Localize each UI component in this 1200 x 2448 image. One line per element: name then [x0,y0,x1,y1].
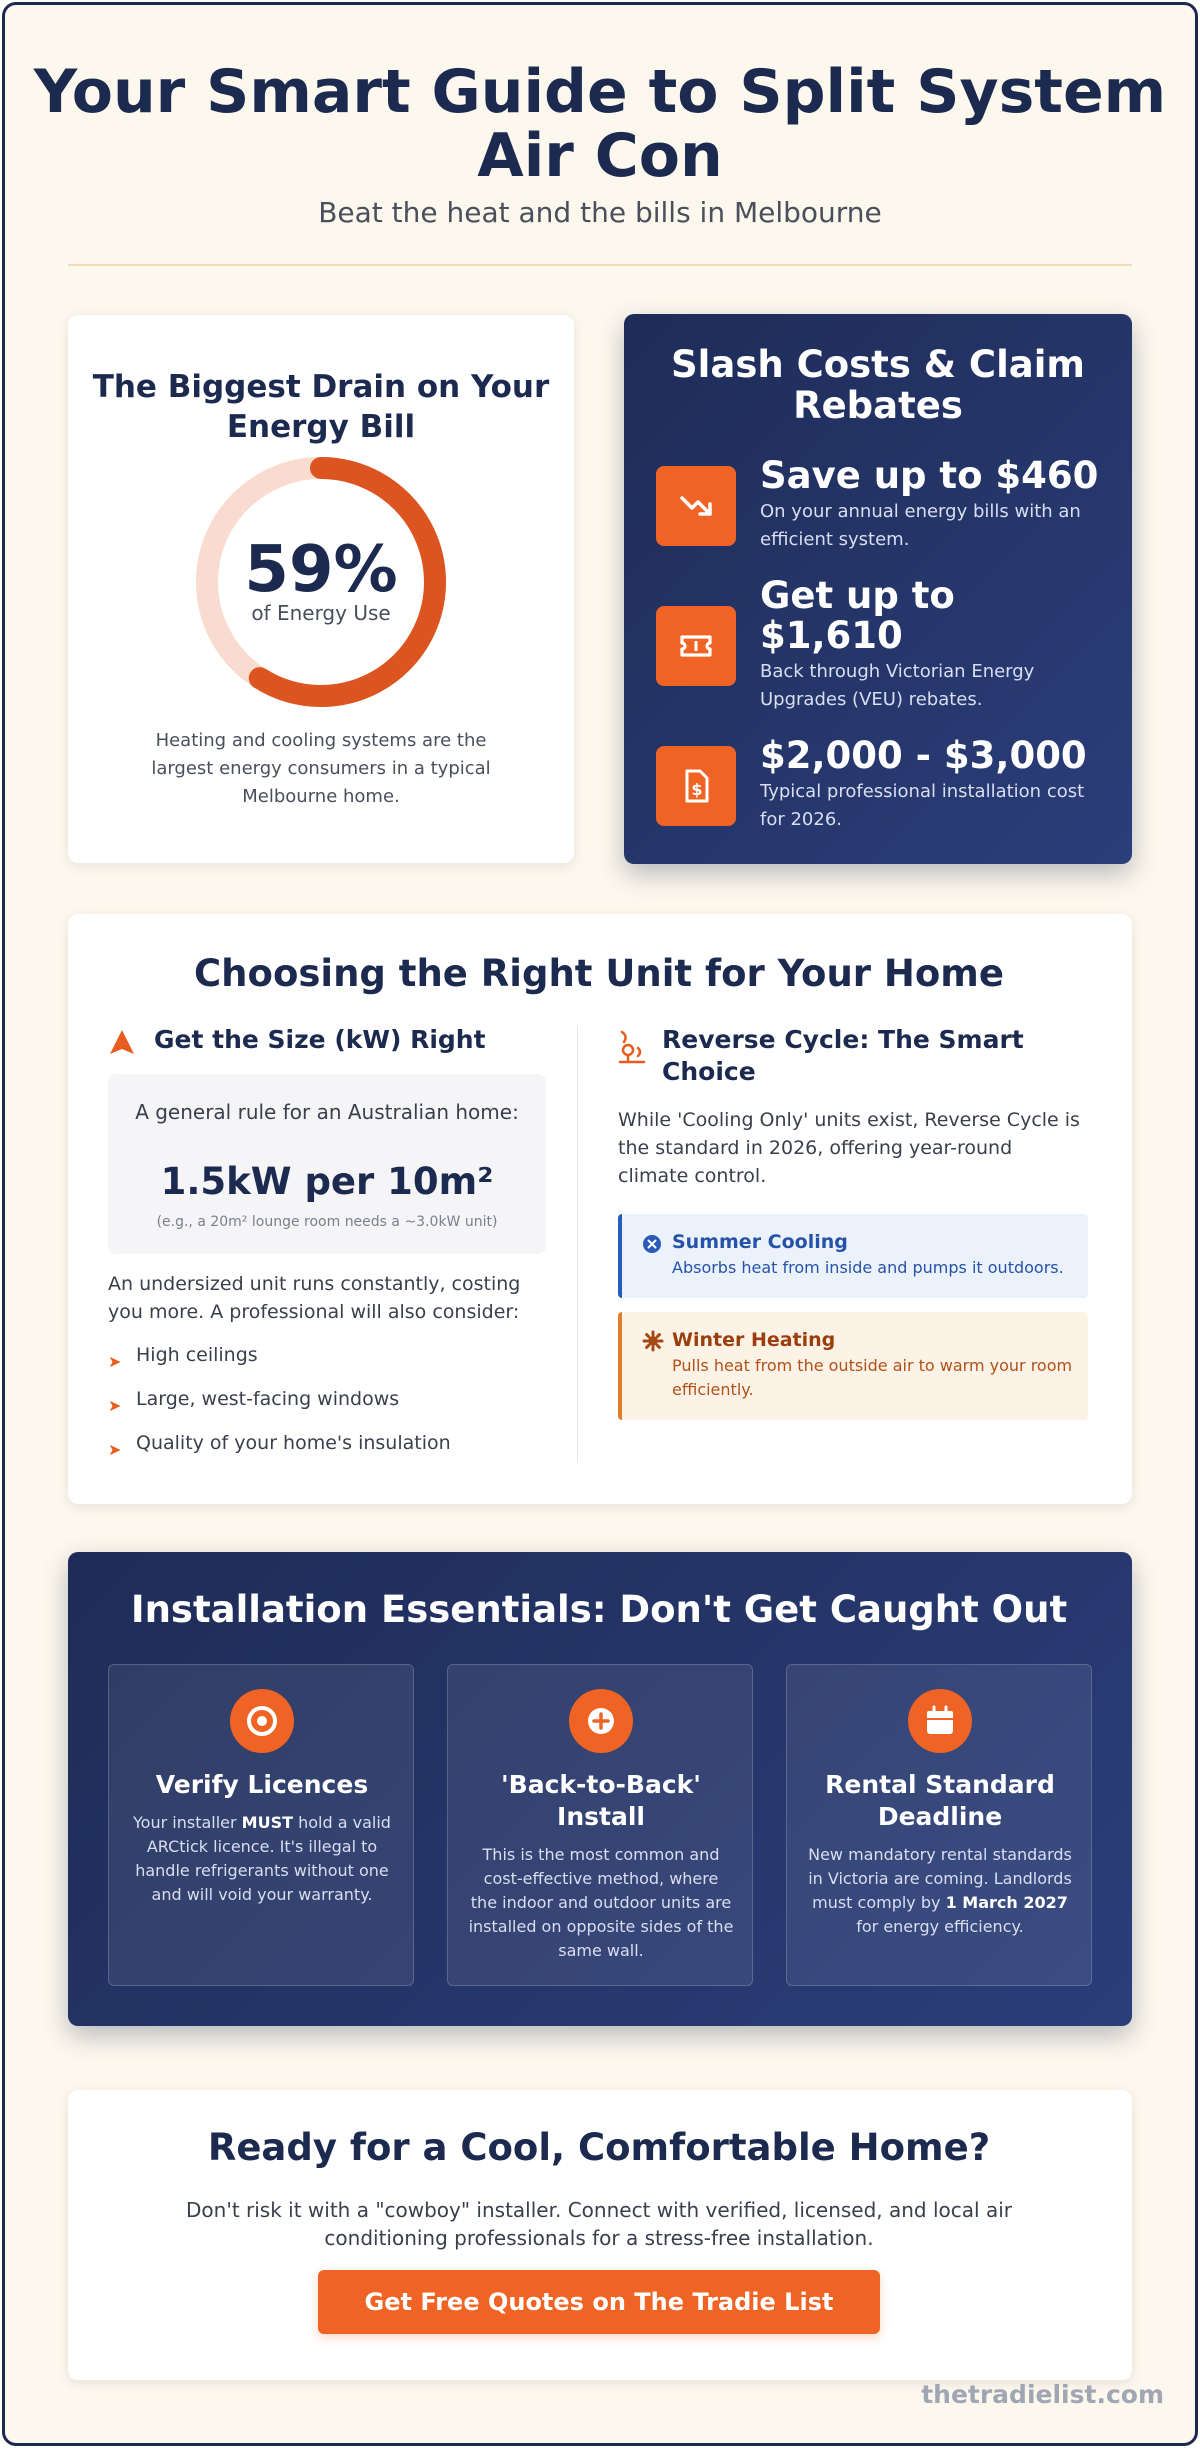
list-arrow-icon: ➤ [108,1396,122,1415]
summer-cooling-text: Absorbs heat from inside and pumps it outdoors. [672,1258,1064,1277]
reverse-cycle-heading: Reverse Cycle: The Smart Choice [662,1025,1024,1086]
plus-circle-icon [569,1689,633,1753]
size-body: An undersized unit runs constantly, costing you more. A professional will also consider: [108,1273,521,1323]
footer-brand[interactable]: thetradielist.com [921,2380,1164,2409]
install-item-rental-deadline [786,1664,1092,1986]
get-free-quotes-button[interactable]: Get Free Quotes on The Tradie List [318,2270,880,2334]
summer-cooling-callout [618,1214,1088,1298]
size-heading: Get the Size (kW) Right [154,1025,486,1054]
install-item-licences [108,1664,414,1986]
list-item: Large, west-facing windows [136,1388,400,1410]
energy-percent-label: of Energy Use [251,601,391,625]
reverse-cycle-body: While 'Cooling Only' units exist, Reverse Cycle is the standard in 2026, offering year-round climate control. [618,1109,1080,1187]
list-arrow-icon: ➤ [108,1440,122,1459]
rebate-text-2: Back through Victorian Energy Upgrades (VEU) rebates. [760,661,1035,710]
install-heading-rental-deadline: Rental Standard Deadline [825,1770,1055,1831]
list-arrow-icon: ➤ [108,1352,122,1371]
winter-heating-callout [618,1312,1088,1420]
size-rule-box [108,1074,546,1254]
install-heading-licences: Verify Licences [155,1770,369,1799]
size-rule-intro: A general rule for an Australian home: [135,1100,519,1124]
column-divider [577,1026,578,1462]
install-item-back-to-back [447,1664,753,1986]
install-heading-back-to-back: 'Back-to-Back' Install [501,1770,701,1831]
cta-text: Don't risk it with a "cowboy" installer. Connect with verified, licensed, and local air conditioning professionals for a stress-free installation. [186,2198,1012,2250]
install-text-rental-deadline: New mandatory rental standards in Victoria are coming. Landlords must comply by 1 March 2027 for energy efficiency. [808,1845,1072,1936]
installation-card [68,1552,1132,2026]
ticket-icon [656,606,736,686]
svg-text:$: $ [691,780,703,799]
winter-heating-text: Pulls heat from the outside air to warm your room efficiently. [672,1356,1073,1399]
choosing-unit-card [68,914,1132,1504]
cta-title: Ready for a Cool, Comfortable Home? [207,2126,991,2169]
energy-drain-description: Heating and cooling systems are the largest energy consumers in a typical Melbourne home. [151,730,491,807]
size-rule-example: (e.g., a 20m² lounge room needs a ~3.0kW unit) [156,1214,498,1230]
file-dollar-icon [656,746,736,826]
target-icon [230,1689,294,1753]
list-item: Quality of your home's insulation [136,1432,451,1454]
choosing-title: Choosing the Right Unit for Your Home [194,952,1004,995]
rebates-title: Slash Costs & Claim Rebates [671,343,1085,427]
cta-card [68,2090,1132,2380]
install-text-back-to-back: This is the most common and cost-effective method, where the indoor and outdoor units are installed on opposite sides of the same wall. [468,1845,734,1960]
header-divider [68,264,1132,266]
snowflake-icon [642,1234,662,1254]
sun-icon [642,1330,664,1352]
size-rule-value: 1.5kW per 10m² [160,1160,494,1203]
calendar-icon [908,1689,972,1753]
rebates-card [624,314,1132,864]
energy-drain-title: The Biggest Drain on Your Energy Bill [92,369,550,445]
rebate-text-3: Typical professional installation cost for 2026. [760,781,1085,830]
reverse-cycle-icon [616,1028,648,1064]
energy-drain-card [68,315,574,863]
trending-down-icon [656,466,736,546]
winter-heating-heading: Winter Heating [672,1329,836,1351]
rebate-text-1: On your annual energy bills with an efficient system. [760,501,1081,550]
energy-percent: 59% [244,533,398,607]
rebate-heading-3: $2,000 - $3,000 [760,734,1087,777]
install-text-licences: Your installer MUST hold a valid ARCtick licence. It's illegal to handle refrigerants without one and will void your warranty. [133,1813,391,1904]
list-item: High ceilings [136,1344,258,1366]
summer-cooling-heading: Summer Cooling [672,1231,848,1253]
page-title: Your Smart Guide to Split System Air Con [33,57,1167,191]
rebate-heading-2: Get up to $1,610 [760,574,955,657]
installation-title: Installation Essentials: Don't Get Caught Out [130,1588,1068,1631]
rebate-heading-1: Save up to $460 [760,454,1099,497]
warning-triangle-icon [108,1028,136,1056]
page-subtitle: Beat the heat and the bills in Melbourne [318,196,882,229]
